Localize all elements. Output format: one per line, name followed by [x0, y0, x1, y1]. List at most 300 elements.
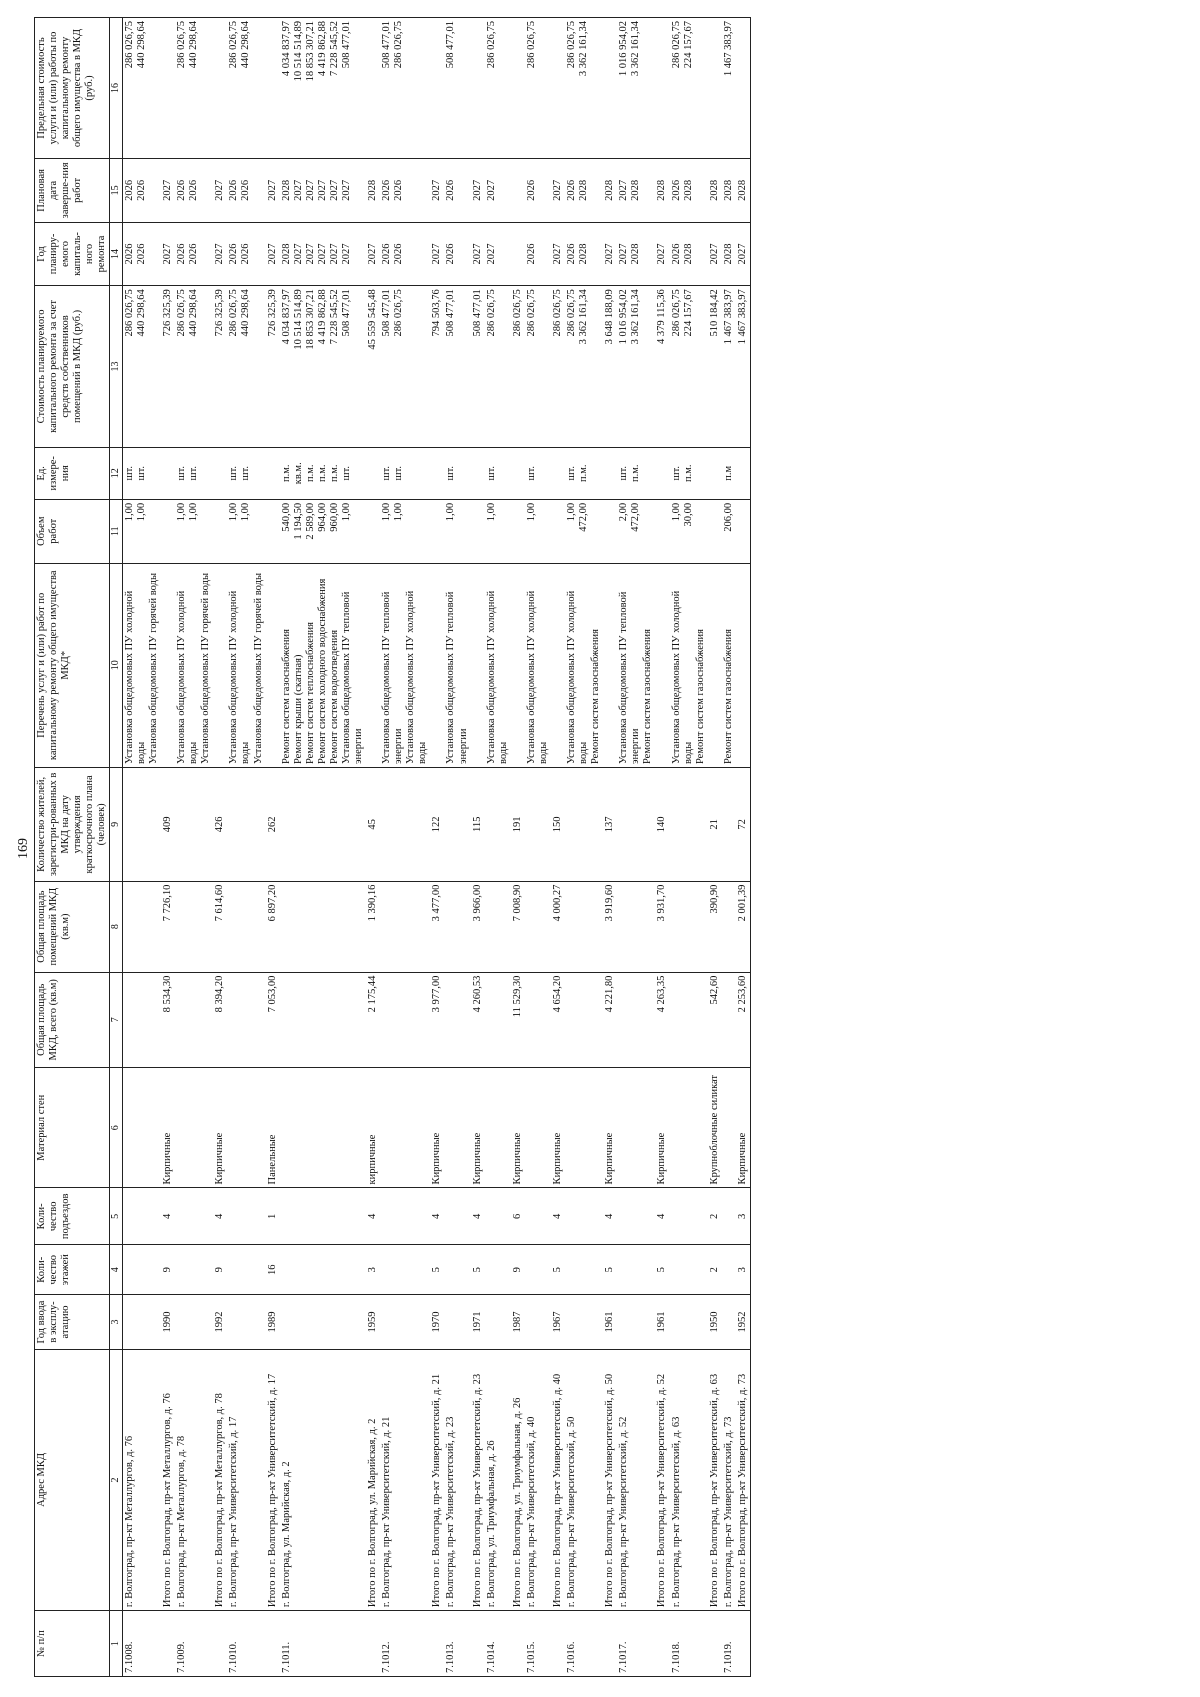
cell-line: 2027 [618, 179, 630, 201]
cell-floors: 3 [366, 1245, 380, 1295]
cell-area [280, 972, 366, 1067]
cell-line: шт. [240, 466, 252, 481]
cell-area [565, 972, 603, 1067]
cell-no: 7.1016. [565, 1611, 603, 1677]
cell-date [655, 159, 669, 223]
cell-works [366, 563, 380, 768]
cell-unit [551, 447, 565, 499]
cell-line: 1,00 [123, 502, 135, 522]
cell-entr [565, 1188, 603, 1245]
cell-area2: 390,90 [708, 881, 722, 972]
cell-works [266, 563, 280, 768]
header-cell: Коли-чество этажей [35, 1245, 110, 1295]
cell-line: 726 325,39 [162, 289, 174, 337]
cell-floors: 3 [736, 1245, 751, 1295]
cell-line: 3 362 161,34 [630, 289, 642, 345]
cell-line: Ремонт систем газоснабжения [694, 629, 706, 765]
column-number: 3 [110, 1295, 123, 1350]
cell-area: 8 534,30 [161, 972, 175, 1067]
cell-line: 440 298,64 [240, 21, 252, 69]
cell-date [603, 159, 617, 223]
column-number-row [110, 18, 123, 1677]
cell-floors [525, 1245, 551, 1295]
cell-year [617, 1295, 655, 1350]
cell-line: 2027 [340, 179, 352, 201]
cell-year: 1992 [213, 1295, 227, 1350]
cell-line: 2027 [367, 243, 379, 265]
cell-date [708, 159, 722, 223]
cell-no: 7.1011. [280, 1611, 366, 1677]
cell-line: 472,00 [578, 502, 590, 532]
cell-line: 2026 [188, 243, 200, 265]
cell-works [161, 563, 175, 768]
header-cell: № п/п [35, 1611, 110, 1677]
cell-addr: г. Волгоград, пр-кт Университетский, д. 63 [670, 1349, 708, 1610]
cell-floors [722, 1245, 736, 1295]
cell-unit [471, 447, 485, 499]
header-row [35, 18, 110, 1677]
cell-floors: 2 [708, 1245, 722, 1295]
cell-lim [603, 18, 617, 159]
cell-area: 11 529,30 [511, 972, 525, 1067]
cell-cost [122, 286, 161, 447]
cell-yr [227, 222, 265, 286]
cell-line: 2026 [445, 179, 457, 201]
cell-line: п.м [722, 465, 734, 481]
cell-addr: Итого по г. Волгоград, ул. Марийская, д. 2 [366, 1349, 380, 1610]
cell-line: 2026 [176, 243, 188, 265]
cell-addr: г. Волгоград, пр-кт Университетский, д. 21 [380, 1349, 430, 1610]
cell-line: 286 026,75 [228, 21, 240, 69]
cell-year: 1961 [655, 1295, 669, 1350]
cell-unit [280, 447, 366, 499]
cell-unit [565, 447, 603, 499]
column-number: 2 [110, 1349, 123, 1610]
cell-line: 2028 [656, 179, 668, 201]
cell-wall: Панельные [266, 1068, 280, 1188]
cell-line: 440 298,64 [188, 289, 200, 337]
cell-line: п.м. [578, 464, 590, 483]
cell-line: 2026 [670, 179, 682, 201]
cell-area2 [525, 881, 551, 972]
cell-line: 2026 [188, 179, 200, 201]
cell-line: 2027 [551, 243, 563, 265]
cell-addr: Итого по г. Волгоград, пр-кт Университетский, д. 73 [736, 1349, 751, 1610]
cell-line: шт. [525, 466, 537, 481]
header-cell: Год ввода в эксплу-атацию [35, 1295, 110, 1350]
cell-line: 1,00 [485, 502, 497, 522]
cell-no [213, 1611, 227, 1677]
table-row [444, 18, 470, 1677]
cell-unit [485, 447, 511, 499]
cell-area: 4 260,53 [471, 972, 485, 1067]
cell-addr: Итого по г. Волгоград, пр-кт Металлургов, д. 78 [213, 1349, 227, 1610]
cell-year [444, 1295, 470, 1350]
cell-cost [471, 286, 485, 447]
column-number: 7 [110, 972, 123, 1067]
cell-yr [525, 222, 551, 286]
cell-line: 2026 [566, 179, 577, 201]
header-cell: Количество жителей, зарегистри-рованных в МКД на дату утверждения краткосрочного плана (человек) [35, 768, 110, 882]
cell-line: Установка общедомовых ПУ тепловой энергии [618, 591, 642, 765]
cell-works [655, 563, 669, 768]
cell-no: 7.1017. [617, 1611, 655, 1677]
cell-lim [213, 18, 227, 159]
cell-no [736, 1611, 751, 1677]
cell-addr: г. Волгоград, пр-кт Университетский, д. 52 [617, 1349, 655, 1610]
cell-entr [227, 1188, 265, 1245]
cell-area2 [380, 881, 430, 972]
cell-line: 224 157,67 [682, 289, 694, 337]
cell-res: 122 [430, 768, 444, 882]
cell-entr [444, 1188, 470, 1245]
cell-vol [430, 499, 444, 563]
cell-line: 286 026,75 [670, 289, 682, 337]
cell-floors: 5 [655, 1245, 669, 1295]
cell-entr: 4 [551, 1188, 565, 1245]
cell-res: 115 [471, 768, 485, 882]
cell-line: 2026 [525, 243, 537, 265]
cell-line: Ремонт крыши (скатная) [292, 654, 304, 765]
cell-res: 21 [708, 768, 722, 882]
cell-vol [161, 499, 175, 563]
cell-res [670, 768, 708, 882]
cell-floors: 16 [266, 1245, 280, 1295]
cell-wall: Кирпичные [655, 1068, 669, 1188]
cell-line: шт. [135, 466, 147, 481]
cell-unit [603, 447, 617, 499]
cell-yr [280, 222, 366, 286]
column-number: 10 [110, 563, 123, 768]
cell-addr: Итого по г. Волгоград, пр-кт Университетский, д. 63 [708, 1349, 722, 1610]
cell-line: 2028 [722, 243, 734, 265]
cell-area: 2 175,44 [366, 972, 380, 1067]
cell-line: 3 362 161,34 [630, 21, 642, 77]
cell-vol [736, 499, 751, 563]
cell-line: Установка общедомовых ПУ холодной воды [670, 590, 694, 765]
cell-line: 2026 [240, 243, 252, 265]
cell-line: 2027 [266, 179, 278, 201]
cell-works [565, 563, 603, 768]
cell-line: 2027 [485, 179, 497, 201]
table-row [471, 18, 485, 1677]
cell-date [736, 159, 751, 223]
cell-res [122, 768, 161, 882]
table-body [122, 18, 750, 1677]
cell-res [617, 768, 655, 882]
cell-entr [722, 1188, 736, 1245]
cell-line: 45 559 545,48 [367, 289, 379, 350]
header-cell: Материал стен [35, 1068, 110, 1188]
cell-line: 224 157,67 [682, 21, 694, 69]
cell-year [227, 1295, 265, 1350]
cell-line: 2026 [445, 243, 457, 265]
cell-yr [736, 222, 751, 286]
cell-year: 1989 [266, 1295, 280, 1350]
cell-addr: г. Волгоград, пр-кт Университетский, д. 73 [722, 1349, 736, 1610]
cell-unit [122, 447, 161, 499]
cell-vol [708, 499, 722, 563]
cell-res: 409 [161, 768, 175, 882]
cell-line: шт. [445, 466, 457, 481]
cell-line: шт. [176, 466, 188, 481]
cell-res [525, 768, 551, 882]
cell-entr: 2 [708, 1188, 722, 1245]
cell-lim [565, 18, 603, 159]
cell-line: 2026 [176, 179, 188, 201]
cell-works [722, 563, 736, 768]
cell-line: 4 419 862,88 [316, 21, 328, 77]
cell-line: 2027 [214, 179, 226, 201]
cell-res [380, 768, 430, 882]
cell-cost [655, 286, 669, 447]
cell-line: 440 298,64 [135, 289, 147, 337]
cell-yr [565, 222, 603, 286]
cell-entr: 4 [161, 1188, 175, 1245]
table-row [213, 18, 227, 1677]
cell-area: 2 253,60 [736, 972, 751, 1067]
cell-area [722, 972, 736, 1067]
cell-works [511, 563, 525, 768]
cell-yr [266, 222, 280, 286]
cell-addr: Итого по г. Волгоград, пр-кт Университетский, д. 52 [655, 1349, 669, 1610]
cell-date [471, 159, 485, 223]
cell-line: 1 467 383,97 [722, 289, 734, 345]
cell-line: Ремонт систем газоснабжения [590, 629, 602, 765]
cell-yr [511, 222, 525, 286]
cell-line: 2026 [381, 243, 393, 265]
cell-line: 1,00 [566, 502, 577, 522]
cell-no: 7.1015. [525, 1611, 551, 1677]
cell-year [565, 1295, 603, 1350]
cell-line: 2027 [214, 243, 226, 265]
cell-line: 4 034 837,97 [280, 21, 292, 77]
cell-addr: Итого по г. Волгоград, пр-кт Университетский, д. 50 [603, 1349, 617, 1610]
cell-area2 [227, 881, 265, 972]
cell-lim [366, 18, 380, 159]
cell-yr [655, 222, 669, 286]
cell-yr [603, 222, 617, 286]
cell-line: Установка общедомовых ПУ холодной воды [566, 590, 590, 765]
cell-cost [708, 286, 722, 447]
cell-date [485, 159, 511, 223]
cell-line: 1 016 954,02 [618, 21, 630, 77]
cell-date [161, 159, 175, 223]
cell-wall: Кирпичные [551, 1068, 565, 1188]
cell-yr [380, 222, 430, 286]
table-row [227, 18, 265, 1677]
cell-entr [280, 1188, 366, 1245]
cell-line: 726 325,39 [214, 289, 226, 337]
cell-res: 137 [603, 768, 617, 882]
repair-plan-table [34, 17, 751, 1677]
cell-works [617, 563, 655, 768]
cell-area2: 2 001,39 [736, 881, 751, 972]
cell-lim [175, 18, 213, 159]
cell-floors [380, 1245, 430, 1295]
cell-no: 7.1010. [227, 1611, 265, 1677]
cell-line: шт. [228, 466, 240, 481]
cell-yr [708, 222, 722, 286]
cell-line: 2027 [304, 179, 316, 201]
cell-line: 2026 [393, 179, 405, 201]
cell-line: 2028 [604, 179, 616, 201]
cell-no [366, 1611, 380, 1677]
cell-area [525, 972, 551, 1067]
cell-line: 286 026,75 [566, 289, 577, 337]
cell-line: п.м. [280, 464, 292, 483]
cell-entr [670, 1188, 708, 1245]
cell-year [525, 1295, 551, 1350]
cell-line: Установка общедомовых ПУ горячей воды [200, 572, 212, 765]
cell-cost [380, 286, 430, 447]
cell-works [736, 563, 751, 768]
cell-works [227, 563, 265, 768]
cell-unit [175, 447, 213, 499]
cell-line: 2027 [292, 179, 304, 201]
cell-line: 286 026,75 [525, 21, 537, 69]
cell-lim [227, 18, 265, 159]
header-cell: Перечень услуг и (или) работ по капитальному ремонту общего имущества МКД* [35, 563, 110, 768]
cell-floors: 5 [430, 1245, 444, 1295]
cell-wall: Кирпичные [736, 1068, 751, 1188]
cell-line: 2028 [736, 179, 748, 201]
cell-date [722, 159, 736, 223]
cell-date [511, 159, 525, 223]
cell-line: п.м. [304, 464, 316, 483]
cell-unit [266, 447, 280, 499]
cell-line: шт. [670, 466, 682, 481]
cell-works [603, 563, 617, 768]
cell-unit [525, 447, 551, 499]
cell-vol [511, 499, 525, 563]
cell-line: п.м. [630, 464, 642, 483]
column-number: 14 [110, 222, 123, 286]
cell-area2: 3 919,60 [603, 881, 617, 972]
cell-no [161, 1611, 175, 1677]
cell-floors: 5 [551, 1245, 565, 1295]
cell-line: 2027 [618, 243, 630, 265]
header-cell: Общая площадь помещений МКД (кв.м) [35, 881, 110, 972]
cell-line: 440 298,64 [240, 289, 252, 337]
cell-line: 286 026,75 [566, 21, 577, 69]
cell-line: 286 026,75 [393, 289, 405, 337]
cell-line: Установка общедомовых ПУ тепловой энергии [445, 591, 469, 765]
cell-date [525, 159, 551, 223]
cell-cost [444, 286, 470, 447]
cell-lim [430, 18, 444, 159]
cell-entr: 4 [603, 1188, 617, 1245]
cell-line: 1,00 [188, 502, 200, 522]
cell-res: 426 [213, 768, 227, 882]
cell-works [551, 563, 565, 768]
cell-addr: Итого по г. Волгоград, ул. Триумфальная, д. 26 [511, 1349, 525, 1610]
cell-line: шт. [381, 466, 393, 481]
cell-no [511, 1611, 525, 1677]
cell-line: Установка общедомовых ПУ холодной воды [123, 590, 147, 765]
cell-res [485, 768, 511, 882]
cell-addr: Итого по г. Волгоград, пр-кт Университетский, д. 17 [266, 1349, 280, 1610]
cell-line: 1 016 954,02 [618, 289, 630, 345]
cell-line: шт. [393, 466, 405, 481]
cell-works [430, 563, 444, 768]
table-row [551, 18, 565, 1677]
cell-area2: 7 726,10 [161, 881, 175, 972]
cell-line: 1,00 [445, 502, 457, 522]
cell-lim [722, 18, 736, 159]
cell-line: 2027 [656, 243, 668, 265]
cell-line: 2027 [316, 243, 328, 265]
cell-wall: Кирпичные [430, 1068, 444, 1188]
cell-wall [485, 1068, 511, 1188]
cell-year: 1987 [511, 1295, 525, 1350]
cell-vol [565, 499, 603, 563]
table-row [175, 18, 213, 1677]
cell-area2: 7 614,60 [213, 881, 227, 972]
cell-lim [525, 18, 551, 159]
cell-line: 18 853 307,21 [304, 21, 316, 82]
cell-works [444, 563, 470, 768]
cell-line: 4 379 115,36 [656, 289, 668, 345]
cell-line: 2,00 [618, 502, 630, 522]
cell-line: Установка общедомовых ПУ тепловой энергии [340, 591, 364, 765]
table-row [430, 18, 444, 1677]
cell-area: 4 263,35 [655, 972, 669, 1067]
table-row [670, 18, 708, 1677]
cell-line: кв.м. [292, 462, 304, 485]
cell-year: 1990 [161, 1295, 175, 1350]
cell-line: Ремонт систем газоснабжения [280, 629, 292, 765]
cell-entr: 6 [511, 1188, 525, 1245]
cell-date [266, 159, 280, 223]
cell-no [471, 1611, 485, 1677]
cell-floors: 9 [213, 1245, 227, 1295]
cell-year [175, 1295, 213, 1350]
cell-area2 [175, 881, 213, 972]
cell-line: 2027 [471, 243, 483, 265]
cell-res [444, 768, 470, 882]
cell-line: Установка общедомовых ПУ холодной воды [176, 590, 200, 765]
cell-line: 286 026,75 [176, 21, 188, 69]
cell-line: 2026 [240, 179, 252, 201]
cell-floors: 9 [511, 1245, 525, 1295]
cell-line: 206,00 [722, 502, 734, 532]
cell-line: 1 194,50 [292, 502, 304, 540]
cell-cost [525, 286, 551, 447]
cell-vol [485, 499, 511, 563]
cell-year: 1971 [471, 1295, 485, 1350]
cell-vol [670, 499, 708, 563]
cell-entr: 1 [266, 1188, 280, 1245]
cell-date [617, 159, 655, 223]
cell-line: 2027 [162, 243, 174, 265]
cell-line: 472,00 [630, 502, 642, 532]
cell-unit [444, 447, 470, 499]
cell-line: Ремонт систем газоснабжения [722, 629, 734, 765]
cell-date [122, 159, 161, 223]
cell-wall [380, 1068, 430, 1188]
cell-line: 2028 [722, 179, 734, 201]
cell-cost [227, 286, 265, 447]
cell-line: 2028 [280, 179, 292, 201]
cell-unit [670, 447, 708, 499]
cell-line: 2026 [135, 243, 147, 265]
cell-cost [485, 286, 511, 447]
cell-entr [485, 1188, 511, 1245]
cell-res [227, 768, 265, 882]
cell-line: Установка общедомовых ПУ горячей воды [148, 572, 159, 765]
cell-line: 540,00 [280, 502, 292, 532]
